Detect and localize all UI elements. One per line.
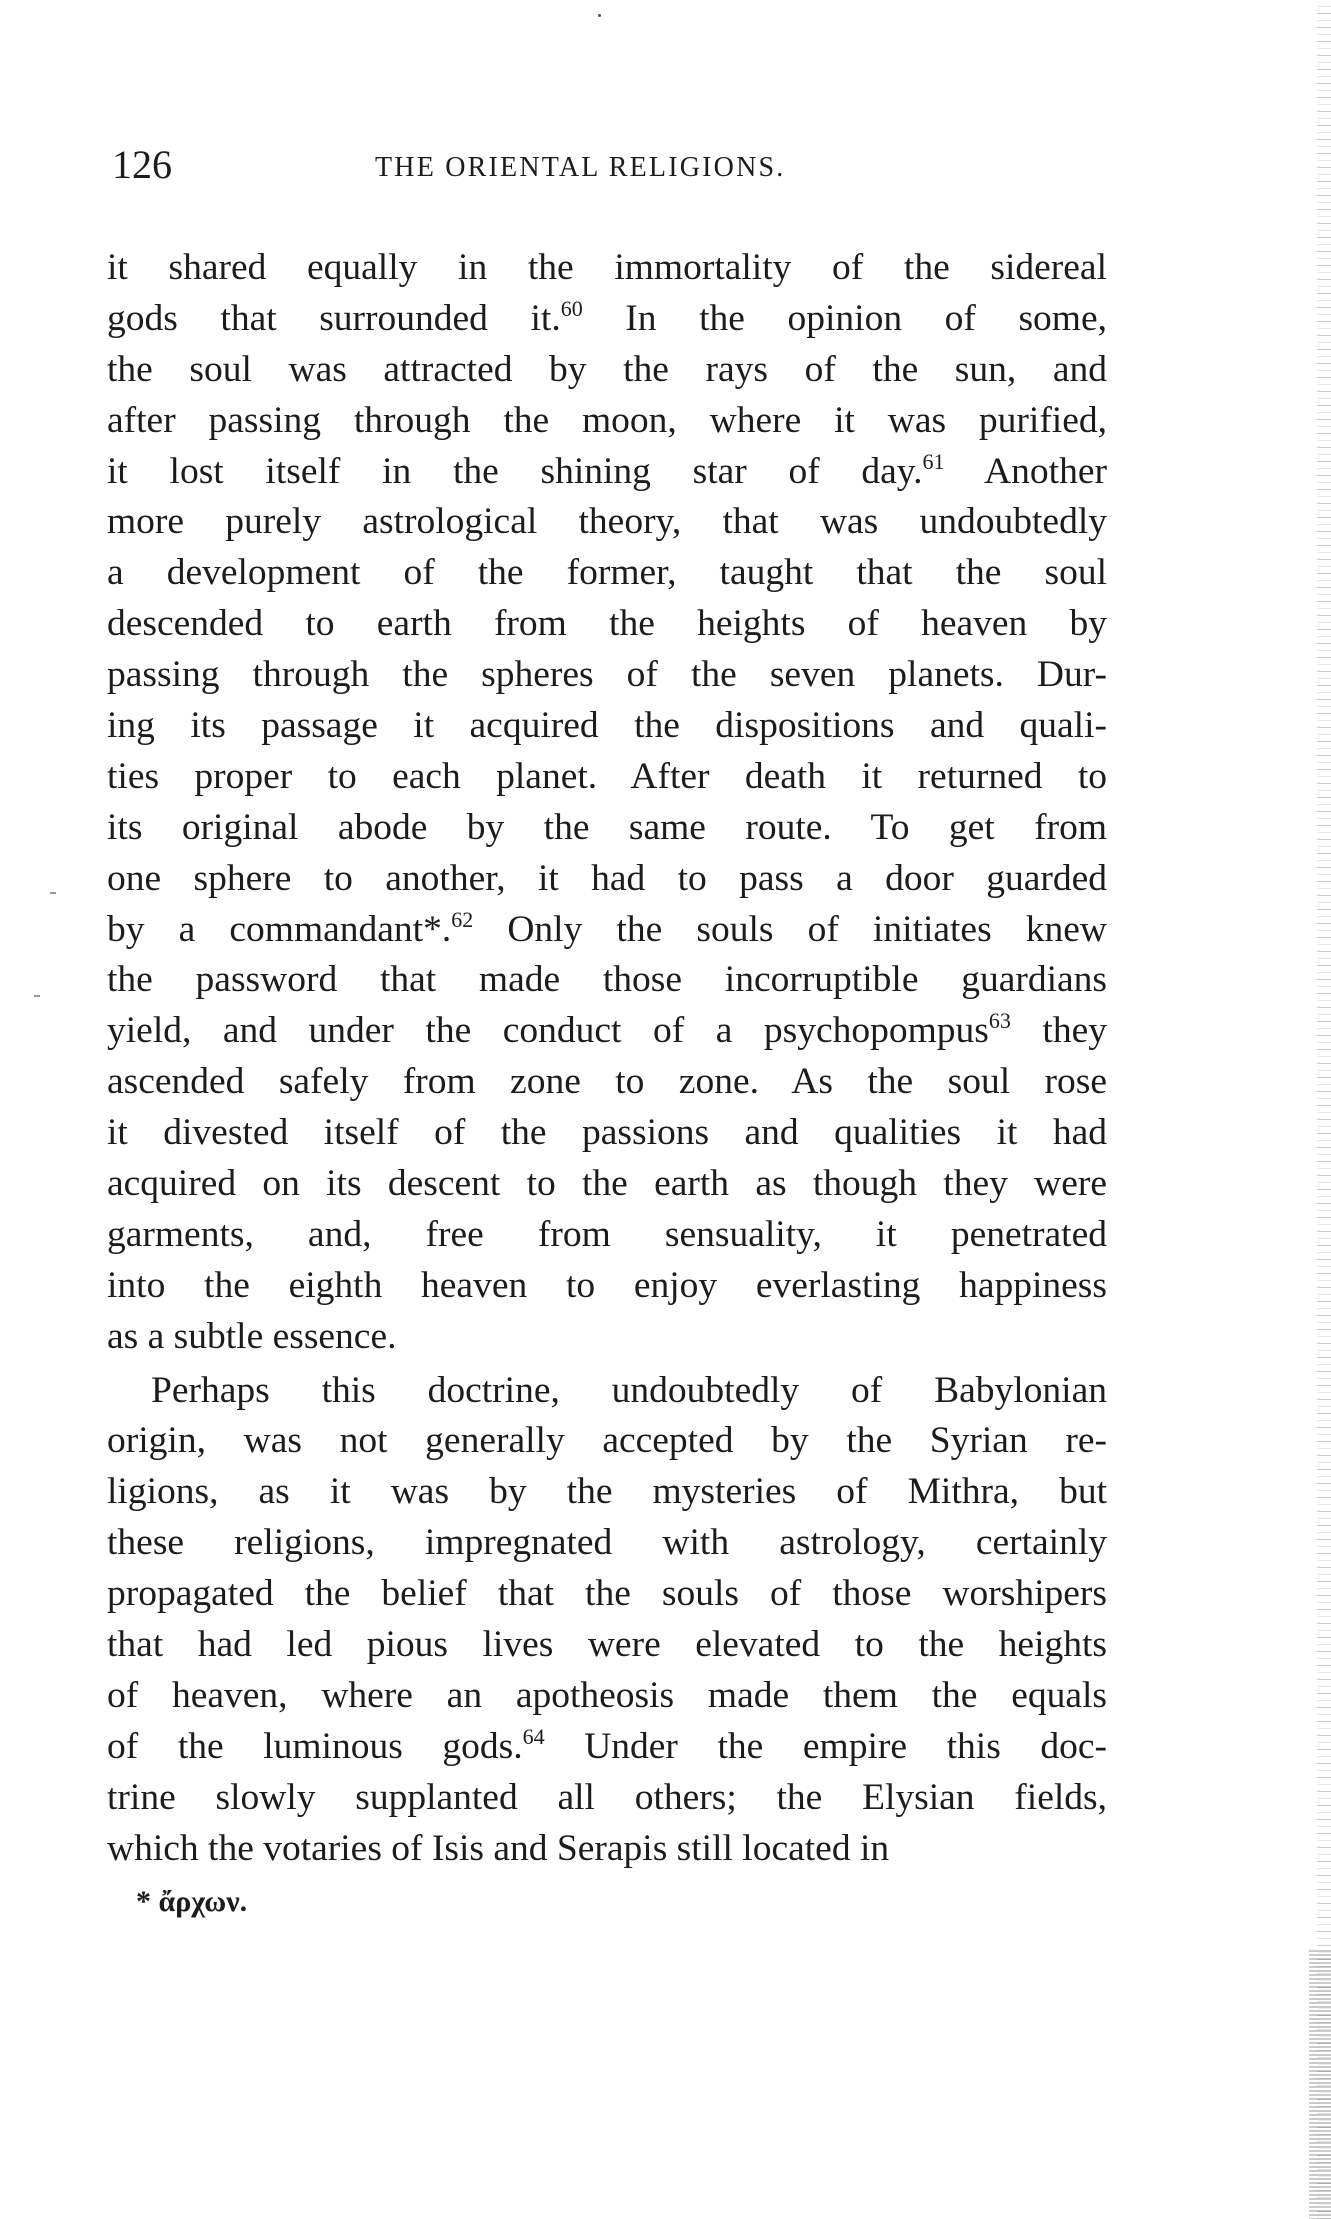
text-line: these religions, impregnated with astrology, certainly <box>107 1522 1107 1564</box>
text-line: into the eighth heaven to enjoy everlasting happiness <box>107 1264 1107 1306</box>
text-line: gods that surrounded it.$^{60}$ In the opinion of some, <box>107 295 1107 339</box>
text-line: trine slowly supplanted all others; the Elysian fields, <box>107 1776 1107 1818</box>
text-line: a development of the former, taught that the soul <box>107 552 1107 594</box>
ink-speck <box>598 14 601 17</box>
text-line: ascended safely from zone to zone. As the soul rose <box>107 1061 1107 1103</box>
text-line: descended to earth from the heights of heaven by <box>107 603 1107 645</box>
text-line: garments, and, free from sensuality, it penetrated <box>107 1213 1107 1255</box>
text-line: it divested itself of the passions and qualities it had <box>107 1112 1107 1154</box>
footnote-reference: 64 <box>522 1723 545 1749</box>
text-line: yield, and under the conduct of a psychopompus$^{63}$ they <box>107 1008 1107 1052</box>
footnote-reference: 63 <box>988 1008 1011 1034</box>
text-line: by a commandant*.$^{62}$ Only the souls of initiates knew <box>107 906 1108 950</box>
footnote: * ἄρχων. <box>136 1885 248 1918</box>
text-line: after passing through the moon, where it was purified, <box>107 399 1107 441</box>
text-line: as a subtle essence. <box>107 1315 397 1357</box>
text-line: it shared equally in the immortality of the sidereal <box>107 247 1107 288</box>
page-number: 126 <box>112 142 172 187</box>
running-head <box>112 140 1112 190</box>
text-line: ing its passage it acquired the dispositions and quali- <box>107 705 1107 747</box>
body-text <box>107 243 1107 1875</box>
text-line: one sphere to another, it had to pass a door guarded <box>107 857 1107 899</box>
text-line: the soul was attracted by the rays of the sun, and <box>107 348 1107 390</box>
text-line: ligions, as it was by the mysteries of Mithra, but <box>107 1471 1107 1513</box>
footnote-reference: 61 <box>922 448 945 474</box>
text-line: of the luminous gods.$^{64}$ Under the empire this doc- <box>107 1723 1107 1767</box>
text-line: origin, was not generally accepted by the Syrian re- <box>107 1420 1107 1462</box>
text-line: which the votaries of Isis and Serapis still located in <box>107 1827 890 1869</box>
text-line: propagated the belief that the souls of those worshipers <box>107 1573 1107 1615</box>
text-line: that had led pious lives were elevated to the heights <box>107 1624 1107 1666</box>
running-title: THE ORIENTAL RELIGIONS. <box>375 152 786 183</box>
page-edge-shadow <box>1317 0 1331 2219</box>
text-line: acquired on its descent to the earth as though they were <box>107 1163 1107 1205</box>
margin-mark <box>50 892 56 894</box>
footnote-reference: 62 <box>451 906 474 932</box>
margin-mark <box>34 995 40 997</box>
text-line: more purely astrological theory, that was undoubtedly <box>107 501 1107 543</box>
text-line: of heaven, where an apotheosis made them the equals <box>107 1674 1107 1716</box>
text-line: its original abode by the same route. To get from <box>107 806 1107 848</box>
text-line: it lost itself in the shining star of day.$^{61}$ Another <box>107 448 1107 492</box>
text-line: passing through the spheres of the seven planets. Dur- <box>107 654 1107 696</box>
text-line: Perhaps this doctrine, undoubtedly of Babylonian <box>151 1369 1107 1411</box>
page-edge-texture <box>1309 1950 1331 2219</box>
text-line: the password that made those incorruptible guardians <box>107 959 1107 1001</box>
text-line: ties proper to each planet. After death it returned to <box>107 755 1107 797</box>
footnote-reference: 60 <box>560 295 583 321</box>
